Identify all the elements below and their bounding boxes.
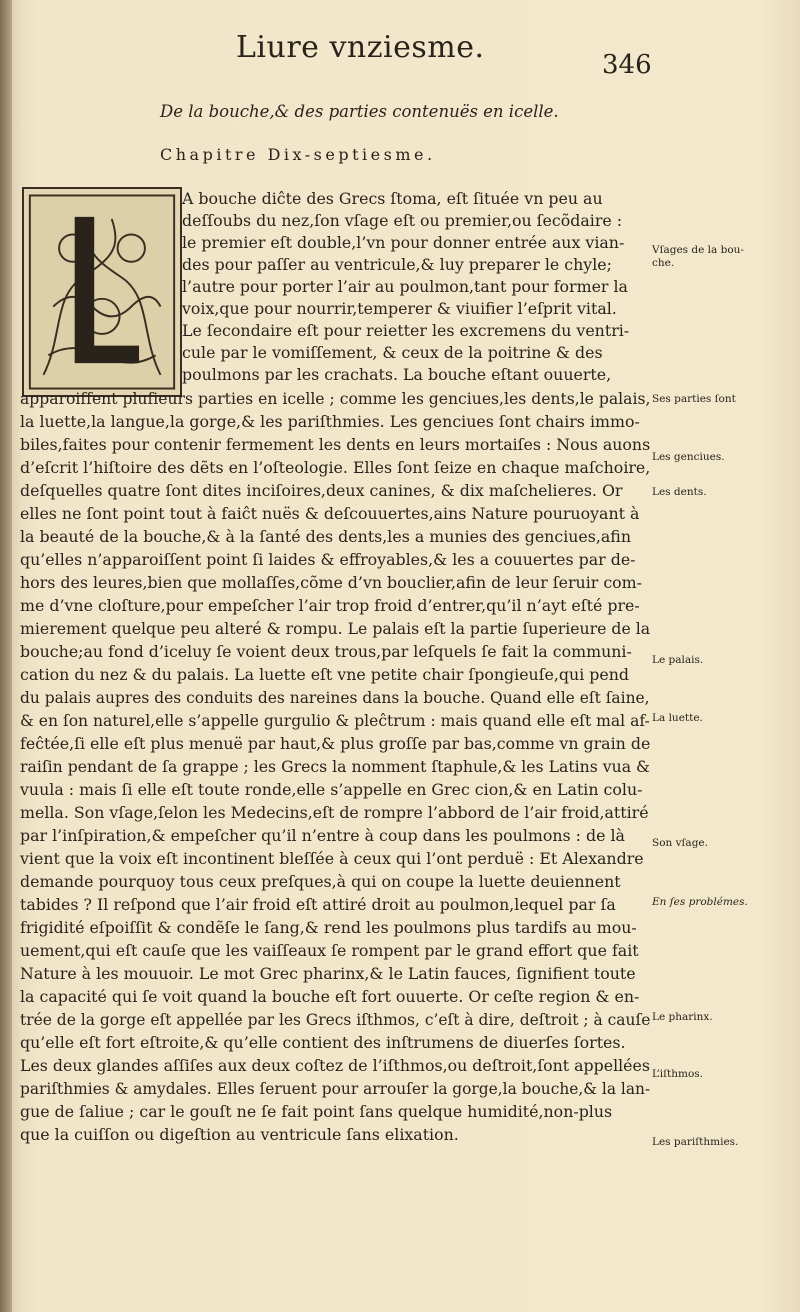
ornament-icon bbox=[24, 189, 180, 395]
text-line: qu’elle eſt fort eſtroite,& qu’elle contient des inſtrumens de diuerſes ſortes. bbox=[20, 1033, 626, 1052]
text-line: vuula : mais ſi elle eſt toute ronde,elle s’appelle en Grec cion,& en Latin colu- bbox=[20, 780, 643, 799]
margin-note: Les pariſthmies. bbox=[652, 1136, 739, 1148]
margin-note: En ſes problémes. bbox=[652, 896, 748, 908]
text-line: la beauté de la bouche,& à la ſanté des dents,les a munies des genciues,afin bbox=[20, 527, 632, 546]
text-line: que la cuiſſon ou digeſtion au ventricule ſans elixation. bbox=[20, 1125, 459, 1144]
text-line: deſſoubs du nez,ſon vſage eſt ou premier,ou ſecõdaire : bbox=[182, 211, 623, 230]
text-line: du palais aupres des conduits des nareines dans la bouche. Quand elle eſt ſaine, bbox=[20, 688, 650, 707]
page-number: 346 bbox=[602, 50, 652, 80]
text-line: deſquelles quatre ſont dites inciſoires,deux canines, & dix maſchelieres. Or bbox=[20, 481, 623, 500]
chapter-heading: Chapitre Dix-septiesme. bbox=[160, 145, 436, 164]
text-line: la capacité qui ſe voit quand la bouche eſt fort ouuerte. Or ceſte region & en- bbox=[20, 987, 640, 1006]
book-spine bbox=[0, 0, 12, 1312]
text-line: & en ſon naturel,elle s’appelle gurgulio & pleĉtrum : mais quand elle eſt mal af- bbox=[20, 711, 650, 730]
margin-note: Vſages de la bou- bbox=[652, 244, 744, 256]
text-line: d’eſcrit l’hiſtoire des dẽts en l’oſteologie. Elles ſont ſeize en chaque maſchoire, bbox=[20, 458, 651, 477]
text-line: par l’inſpiration,& empeſcher qu’il n’entre à coup dans les poulmons : de là bbox=[20, 826, 625, 845]
text-line: uement,qui eſt cauſe que les vaiſſeaux ſe rompent par le grand effort que fait bbox=[20, 941, 639, 960]
text-line: me d’vne cloſture,pour empeſcher l’air trop froid d’entrer,qu’il n’ayt eſté pre- bbox=[20, 596, 640, 615]
text-line: bouche;au fond d’iceluy ſe voient deux trous,par leſquels ſe fait la communi- bbox=[20, 642, 632, 661]
text-line: vient que la voix eſt incontinent bleſſée à ceux qui l’ont perduë : Et Alexandre bbox=[20, 849, 644, 868]
margin-note: Le pharinx. bbox=[652, 1011, 713, 1023]
text-line: Les deux glandes aſſiſes aux deux coſtez de l’iſthmos,ou deſtroit,ſont appellées bbox=[20, 1056, 650, 1075]
decorated-initial-l bbox=[22, 187, 182, 397]
text-line: voix,que pour nourrir,temperer & viuifier l’eſprit vital. bbox=[182, 299, 617, 318]
margin-note: Ses parties ſont bbox=[652, 393, 736, 405]
text-line: des pour paſſer au ventricule,& luy preparer le chyle; bbox=[182, 255, 612, 274]
text-line: mierement quelque peu alteré & rompu. Le palais eſt la partie ſuperieure de la bbox=[20, 619, 651, 638]
text-line: cule par le vomiſſement, & ceux de la poitrine & des bbox=[182, 343, 603, 362]
text-line: gue de ſaliue ; car le gouſt ne ſe fait point ſans quelque humidité,non-plus bbox=[20, 1102, 613, 1121]
margin-note: L’iſthmos. bbox=[652, 1068, 704, 1080]
margin-note: La luette. bbox=[652, 712, 703, 724]
running-head: Liure vnziesme. bbox=[236, 30, 485, 65]
text-line: mella. Son vſage,ſelon les Medecins,eſt de rompre l’abbord de l’air froid,attiré bbox=[20, 803, 649, 822]
text-line: qu’elles n’apparoiſſent point ſi laides & effroyables,& les a couuertes par de- bbox=[20, 550, 636, 569]
margin-note: che. bbox=[652, 257, 675, 269]
text-line: Le ſecondaire eſt pour reietter les excremens du ventri- bbox=[182, 321, 630, 340]
text-line: hors des leures,bien que mollaſſes,cõme d’vn bouclier,afin de leur ſeruir com- bbox=[20, 573, 642, 592]
text-line: feĉtée,ſi elle eſt plus menuë par haut,& plus groſſe par bas,comme vn grain de bbox=[20, 734, 651, 753]
section-subtitle: De la bouche,& des parties contenuës en icelle. bbox=[160, 102, 559, 121]
margin-note: Les genciues. bbox=[652, 451, 725, 463]
text-line: apparoiſſent pluſieurs parties en icelle ; comme les genciues,les dents,le palais, bbox=[20, 389, 651, 408]
text-line: A bouche diĉte des Grecs ſtoma, eſt ſituée vn peu au bbox=[182, 189, 603, 208]
text-line: cation du nez & du palais. La luette eſt vne petite chair ſpongieuſe,qui pend bbox=[20, 665, 630, 684]
margin-note: Les dents. bbox=[652, 486, 707, 498]
text-line: pariſthmies & amydales. Elles ſeruent pour arrouſer la gorge,la bouche,& la lan- bbox=[20, 1079, 651, 1098]
text-line: le premier eſt double,l’vn pour donner entrée aux vian- bbox=[182, 233, 625, 252]
margin-note: Le palais. bbox=[652, 654, 704, 666]
text-line: trée de la gorge eſt appellée par les Grecs iſthmos, c’eſt à dire, deſtroit ; à cauſe bbox=[20, 1010, 651, 1029]
text-line: la luette,la langue,la gorge,& les pariſthmies. Les genciues ſont chairs immo- bbox=[20, 412, 640, 431]
text-line: biles,faites pour contenir fermement les dents en leurs mortaiſes : Nous auons bbox=[20, 435, 651, 454]
text-line: raiſin pendant de ſa grappe ; les Grecs la nomment ſtaphule,& les Latins vua & bbox=[20, 757, 650, 776]
text-line: Nature à les mouuoir. Le mot Grec pharinx,& le Latin fauces, ſignifient toute bbox=[20, 964, 636, 983]
text-line: l’autre pour porter l’air au poulmon,tant pour former la bbox=[182, 277, 628, 296]
text-line: elles ne ſont point tout à faiĉt nuës & deſcouuertes,ains Nature pouruoyant à bbox=[20, 504, 640, 523]
text-line: poulmons par les crachats. La bouche eſtant ouuerte, bbox=[182, 365, 612, 384]
margin-note: Son vſage. bbox=[652, 837, 708, 849]
text-line: tabides ? Il reſpond que l’air froid eſt attiré droit au poulmon,lequel par ſa bbox=[20, 895, 616, 914]
text-line: demande pourquoy tous ceux preſques,à qui on coupe la luette deuiennent bbox=[20, 872, 621, 891]
text-line: frigidité eſpoiſſit & condẽſe le ſang,& rend les poulmons plus tardifs au mou- bbox=[20, 918, 637, 937]
